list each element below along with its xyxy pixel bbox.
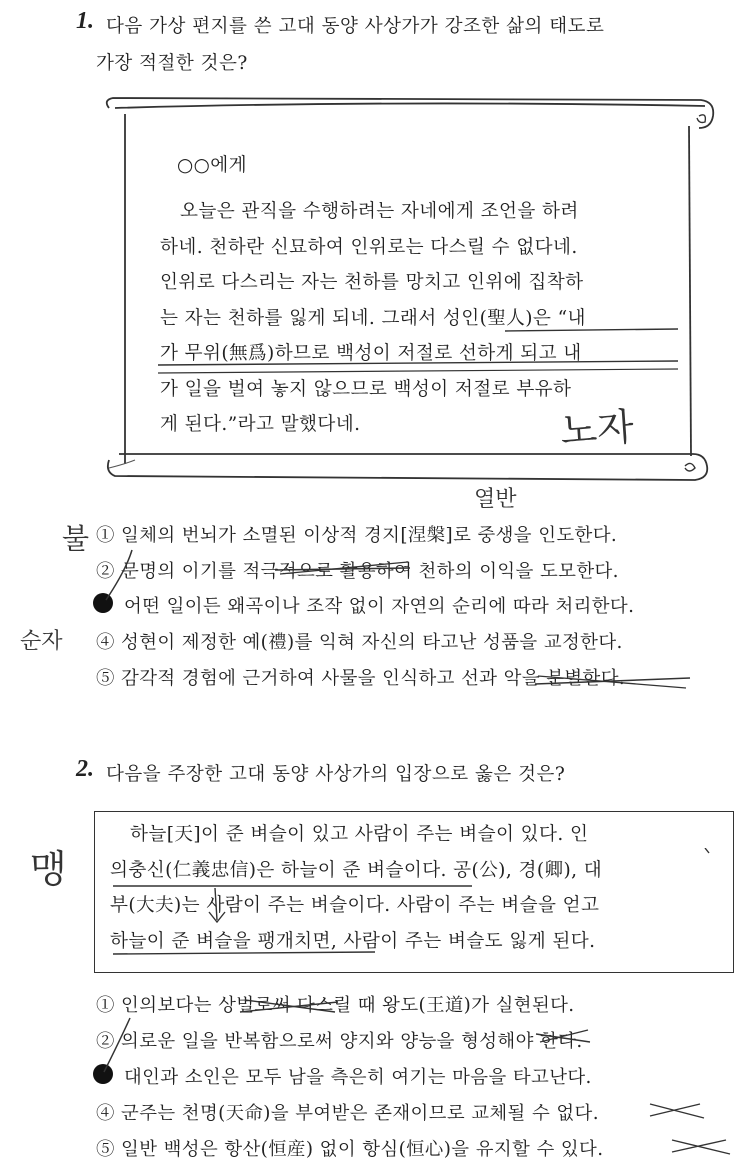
letter-line: 는 자는 천하를 잃게 되네. 그래서 성인(聖人)은 “내 — [160, 307, 586, 329]
handwritten-note-xunzi: 순자 — [20, 629, 63, 654]
letter-underline-marks — [150, 325, 690, 385]
q2-choice-5[interactable]: ⑤ 일반 백성은 항산(恒産) 없이 항심(恒心)을 유지할 수 있다. — [96, 1139, 604, 1160]
question-2-stem: 다음을 주장한 고대 동양 사상가의 입장으로 옳은 것은? — [106, 764, 566, 785]
handwritten-note-mencius: 맹 — [30, 847, 67, 891]
q1-strike-marks — [90, 520, 730, 695]
question-1-number: 1. — [76, 8, 94, 34]
handwritten-note-nirvana: 열반 — [474, 487, 517, 512]
q2-choice-4[interactable]: ④ 군주는 천명(天命)을 부여받은 존재이므로 교체될 수 없다. — [96, 1103, 599, 1124]
passage-line: 부(大夫)는 사람이 주는 벼슬이다. 사람이 주는 벼슬을 얻고 — [110, 895, 600, 916]
letter-line: 가 무위(無爲)하므로 백성이 저절로 선하게 되고 내 — [160, 343, 582, 364]
letter-line: 오늘은 관직을 수행하려는 자네에게 조언을 하려 — [180, 201, 579, 222]
question-1-stem-line2: 가장 적절한 것은? — [96, 53, 248, 74]
letter-line: 하네. 천하란 신묘하여 인위로는 다스릴 수 없다네. — [160, 236, 578, 258]
passage-line: 의충신(仁義忠信)은 하늘이 준 벼슬이다. 공(公), 경(卿), 대 — [110, 859, 603, 881]
question-1-stem-line1: 다음 가상 편지를 쓴 고대 동양 사상가가 강조한 삶의 태도로 — [106, 16, 605, 37]
q1-choice-1[interactable]: ① 일체의 번뇌가 소멸된 이상적 경지[涅槃]로 중생을 인도한다. — [96, 525, 618, 546]
q2-choice-1[interactable]: ① 인의보다는 상벌로써 다스릴 때 왕도(王道)가 실현된다. — [96, 995, 575, 1016]
q1-choice-4[interactable]: ④ 성현이 제정한 예(禮)를 익혀 자신의 타고난 성품을 교정한다. — [96, 632, 623, 653]
question-2-number: 2. — [76, 756, 94, 782]
q1-choice-3[interactable]: 어떤 일이든 왜곡이나 조작 없이 자연의 순리에 따라 처리한다. — [124, 596, 635, 617]
q2-choice-3[interactable]: 대인과 소인은 모두 남을 측은히 여기는 마음을 타고난다. — [124, 1067, 592, 1088]
handwritten-note-laozi: 노자 — [558, 404, 636, 454]
letter-line: 인위로 다스리는 자는 천하를 망치고 인위에 집착하 — [160, 272, 584, 293]
q1-choice-2[interactable]: ② 문명의 이기를 적극적으로 활용하여 천하의 이익을 도모한다. — [96, 561, 619, 582]
letter-greeting: ○○에게 — [177, 155, 247, 176]
letter-line: 가 일을 벌여 놓지 않으므로 백성이 저절로 부유하 — [160, 378, 572, 400]
q2-choice-2[interactable]: ② 의로운 일을 반복함으로써 양지와 양능을 형성해야 한다. — [96, 1031, 583, 1052]
q2-strike-marks — [90, 990, 740, 1170]
q2-underline-marks — [105, 848, 725, 958]
passage-line: 하늘이 준 벼슬을 팽개치면, 사람이 주는 벼슬도 잃게 된다. — [110, 930, 596, 952]
handwritten-note-buddha: 불 — [62, 522, 90, 555]
letter-line: 게 된다.”라고 말했다네. — [160, 414, 361, 435]
passage-line: 하늘[天]이 준 벼슬이 있고 사람이 주는 벼슬이 있다. 인 — [130, 824, 589, 845]
q1-choice-5[interactable]: ⑤ 감각적 경험에 근거하여 사물을 인식하고 선과 악을 분별한다. — [96, 668, 626, 689]
